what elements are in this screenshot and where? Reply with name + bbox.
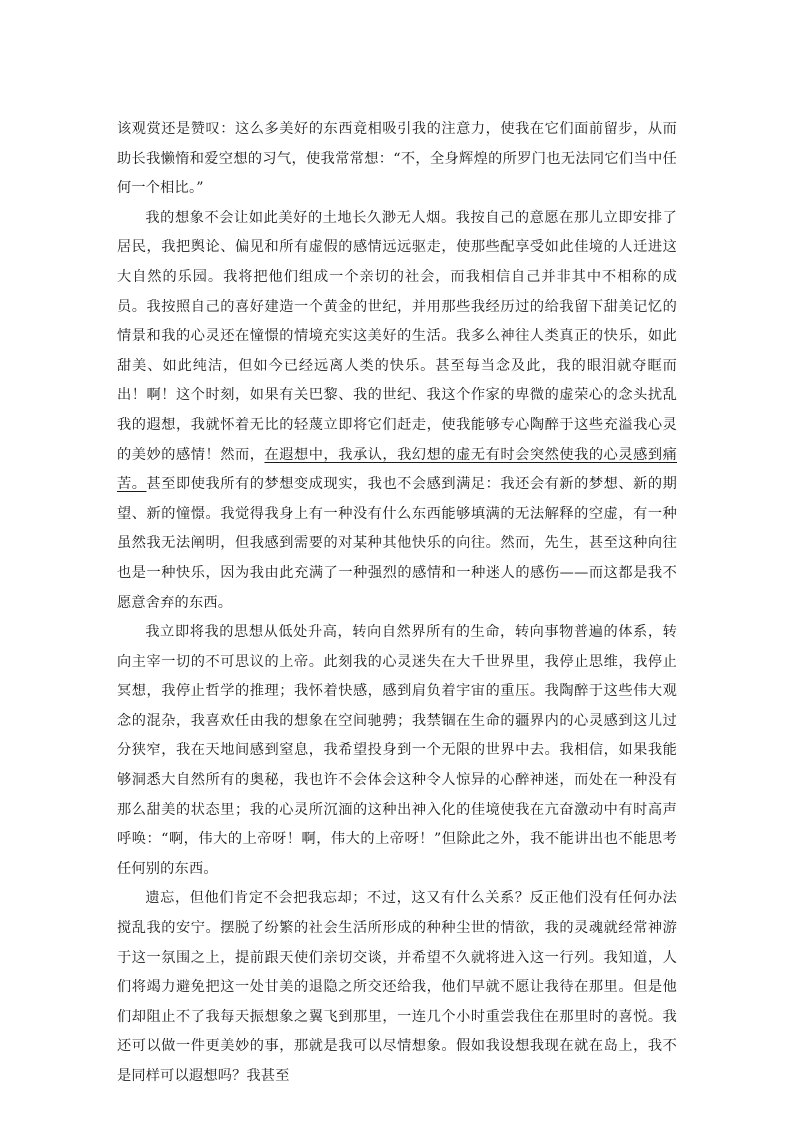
paragraph-3-text: 我立即将我的思想从低处升高，转向自然界所有的生命，转向事物普遍的体系，转向主宰一切的不可思议的上帝。此刻我的心灵迷失在大千世界里，我停止思维，我停止冥想，我停止哲学的推理；我怀着快感，感到肩负着宇宙的重压。我陶醉于这些伟大观念的混杂，我喜欢任由我的想象在空间驰骋；我禁锢在生命的疆界内的心灵感到这儿过分狭窄，我在天地间感到窒息，我希望投身到一个无限的世界中去。我相信，如果我能够洞悉大自然所有的奥秘，我也许不会体会这种令人惊异的心醉神迷，而处在一种没有那么甜美的状态里；我的心灵所沉湎的这种出神入化的佳境使我在亢奋激动中有时高声呼唤：“啊，伟大的上帝呀！啊，伟大的上帝呀！”但除此之外，我不能讲出也不能思考任何别的东西。 (117, 624, 677, 877)
paragraph-1 (117, 115, 677, 204)
underlined-sentence: 在遐想中，我承认，我幻想的虚无有时会突然使我的心灵感到痛苦。 (117, 446, 677, 493)
paragraph-2-text-a: 我的想象不会让如此美好的土地长久渺无人烟。我按自己的意愿在那儿立即安排了居民，我把舆论、偏见和所有虚假的感情远远驱走，使那些配享受如此佳境的人迁进这大自然的乐园。我将把他们组成一个亲切的社会，而我相信自己并非其中不相称的成员。我按照自己的喜好建造一个黄金的世纪，并用那些我经历过的给我留下甜美记忆的情景和我的心灵还在憧憬的情境充实这美好的生活。我多么神往人类真正的快乐，如此甜美、如此纯洁，但如今已经远离人类的快乐。甚至每当念及此，我的眼泪就夺眶而出！啊！这个时刻，如果有关巴黎、我的世纪、我这个作家的卑微的虚荣心的念头扰乱我的遐想，我就怀着无比的轻蔑立即将它们赶走，使我能够专心陶醉于这些充溢我心灵的美妙的感情！然而， (117, 209, 677, 463)
paragraph-3 (117, 618, 677, 884)
paragraph-1-text: 该观赏还是赞叹：这么多美好的东西竟相吸引我的注意力，使我在它们面前留步，从而助长我懒惰和爱空想的习气，使我常常想：“不，全身辉煌的所罗门也无法同它们当中任何一个相比。” (117, 121, 677, 197)
paragraph-2 (117, 204, 677, 618)
paragraph-2-text-b: 甚至即使我所有的梦想变成现实，我也不会感到满足：我还会有新的梦想、新的期望、新的憧憬。我觉得我身上有一种没有什么东西能够填满的无法解释的空虚，有一种虽然我无法阐明，但我感到需要的对某种其他快乐的向往。然而，先生，甚至这种向往也是一种快乐，因为我由此充满了一种强烈的感情和一种迷人的感伤——而这都是我不愿意舍弃的东西。 (117, 476, 678, 611)
paragraph-4-text: 遗忘，但他们肯定不会把我忘却；不过，这又有什么关系？反正他们没有任何办法搅乱我的安宁。摆脱了纷繁的社会生活所形成的种种尘世的情欲，我的灵魂就经常神游于这一氛围之上，提前跟天使们亲切交谈，并希望不久就将进入这一行列。我知道，人们将竭力避免把这一处甘美的退隐之所交还给我，他们早就不愿让我待在那里。但是他们却阻止不了我每天振想象之翼飞到那里，一连几个小时重尝我住在那里时的喜悦。我还可以做一件更美妙的事，那就是我可以尽情想象。假如我设想我现在就在岛上，我不是同样可以遐想吗？我甚至 (117, 890, 677, 1084)
paragraph-4 (117, 884, 677, 1091)
document-body (117, 115, 677, 1092)
